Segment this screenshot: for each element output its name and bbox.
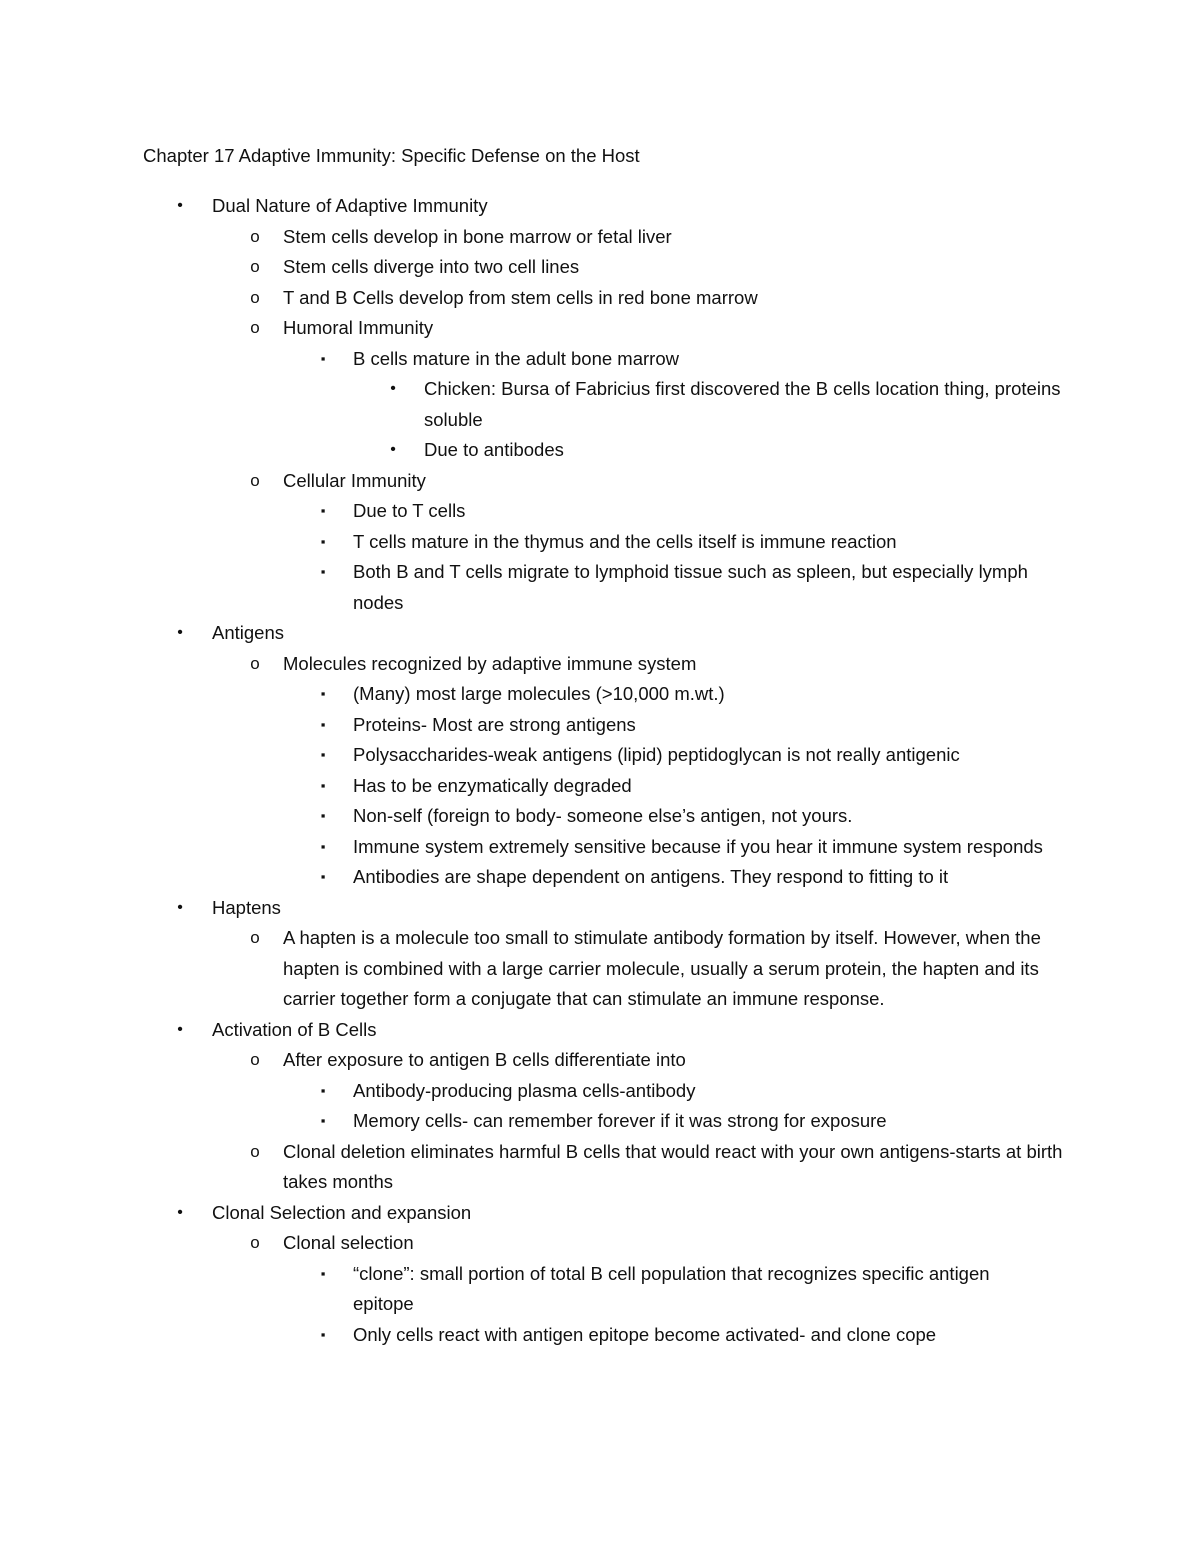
- outline-item-text: “clone”: small portion of total B cell population that recognizes specific antigen epitope: [353, 1262, 990, 1314]
- outline-item-level-1: [0, 283, 1200, 314]
- outline-item-text: Due to antibodes: [424, 439, 564, 460]
- bullet-marker: o: [250, 928, 260, 947]
- outline-item-level-2: [0, 801, 1200, 832]
- outline-item-text: Proteins- Most are strong antigens: [353, 713, 636, 735]
- outline-item-text: T cells mature in the thymus and the cells itself is immune reaction: [353, 530, 897, 552]
- outline-item-level-2: [0, 710, 1200, 741]
- outline-item-text: Both B and T cells migrate to lymphoid tissue such as spleen, but especially lymph nodes: [353, 561, 1028, 613]
- outline-item-text: Cellular Immunity: [283, 469, 426, 491]
- outline-item-level-2: [0, 344, 1200, 375]
- outline-item-text: Immune system extremely sensitive because if you hear it immune system responds: [353, 835, 1043, 857]
- outline-item-level-2: [0, 740, 1200, 771]
- outline-item-level-0: [0, 893, 1200, 924]
- bullet-marker: ▪: [320, 1082, 326, 1098]
- bullet-marker: o: [250, 470, 260, 490]
- outline-item-level-2: [0, 862, 1200, 893]
- outline-item-level-1: [0, 1137, 1200, 1198]
- outline-item-text: Clonal deletion eliminates harmful B cells that would react with your own antigens-starts at birth takes months: [283, 1140, 1063, 1192]
- outline-item-level-2: [0, 832, 1200, 863]
- outline-item-level-2: [0, 1320, 1200, 1351]
- outline-item-level-2: [0, 1259, 1200, 1320]
- outline-item-level-1: [0, 649, 1200, 680]
- bullet-marker: ▪: [320, 564, 326, 579]
- outline-item-level-1: [0, 252, 1200, 283]
- document-title: Chapter 17 Adaptive Immunity: Specific Defense on the Host: [143, 145, 640, 166]
- outline-item-level-0: [0, 191, 1200, 222]
- bullet-marker: ▪: [320, 686, 326, 701]
- outline-item-text: Antibody-producing plasma cells-antibody: [353, 1079, 696, 1101]
- bullet-marker: ▪: [320, 1265, 326, 1281]
- outline-item-text: Due to T cells: [353, 500, 466, 521]
- outline-item-level-0: [0, 618, 1200, 649]
- outline-item-level-3: [0, 374, 1200, 435]
- outline-item-level-2: [0, 496, 1200, 527]
- bullet-marker: •: [390, 380, 396, 397]
- outline-item-text: Has to be enzymatically degraded: [353, 774, 632, 796]
- bullet-marker: o: [250, 1050, 260, 1069]
- bullet-marker: o: [250, 257, 260, 276]
- outline-item-level-2: [0, 771, 1200, 802]
- outline-item-text: A hapten is a molecule too small to stimulate antibody formation by itself. However, when the hapten is combined with a large carrier molecule, usually a serum protein, the hapten and its carrier together form a conjugate that can stimulate an immune response.: [283, 927, 1041, 1009]
- outline-item-level-2: [0, 1106, 1200, 1137]
- outline-item-text: Only cells react with antigen epitope become activated- and clone cope: [353, 1323, 937, 1345]
- bullet-marker: •: [177, 1020, 183, 1038]
- bullet-marker: ▪: [320, 503, 326, 518]
- bullet-marker: ▪: [320, 777, 326, 793]
- outline-item-text: Chicken: Bursa of Fabricius first discovered the B cells location thing, proteins soluble: [424, 378, 1061, 430]
- outline-item-text: Stem cells diverge into two cell lines: [283, 256, 580, 277]
- outline-item-level-1: [0, 1228, 1200, 1259]
- outline-item-text: Antigens: [212, 622, 284, 643]
- bullet-marker: ▪: [320, 869, 326, 884]
- outline-item-text: Antibodies are shape dependent on antigens. They respond to fitting to it: [353, 866, 949, 887]
- bullet-marker: •: [390, 441, 396, 458]
- outline-item-text: B cells mature in the adult bone marrow: [353, 347, 679, 369]
- outline-item-level-1: [0, 313, 1200, 344]
- outline-item-level-0: [0, 1198, 1200, 1229]
- notes-outline: [0, 191, 1200, 1350]
- bullet-marker: ▪: [320, 350, 326, 366]
- outline-item-text: Haptens: [212, 896, 281, 918]
- outline-item-text: Activation of B Cells: [212, 1018, 377, 1040]
- outline-item-level-1: [0, 222, 1200, 253]
- outline-item-level-1: [0, 466, 1200, 497]
- bullet-marker: •: [177, 197, 183, 214]
- outline-item-level-3: [0, 435, 1200, 466]
- outline-item-text: (Many) most large molecules (>10,000 m.wt.): [353, 683, 725, 704]
- bullet-marker: o: [250, 1233, 260, 1252]
- bullet-marker: o: [250, 318, 260, 337]
- outline-item-text: T and B Cells develop from stem cells in red bone marrow: [283, 286, 758, 308]
- bullet-marker: o: [250, 287, 260, 307]
- outline-item-level-2: [0, 679, 1200, 710]
- bullet-marker: •: [177, 898, 183, 916]
- bullet-marker: ▪: [320, 533, 326, 549]
- outline-item-text: Humoral Immunity: [283, 317, 434, 338]
- outline-item-level-2: [0, 557, 1200, 618]
- outline-item-text: Polysaccharides-weak antigens (lipid) peptidoglycan is not really antigenic: [353, 744, 960, 765]
- outline-item-text: Memory cells- can remember forever if it was strong for exposure: [353, 1110, 887, 1131]
- bullet-marker: ▪: [320, 808, 326, 823]
- outline-item-text: Clonal selection: [283, 1232, 414, 1253]
- bullet-marker: ▪: [320, 838, 326, 854]
- bullet-marker: o: [250, 226, 260, 246]
- outline-item-text: Molecules recognized by adaptive immune system: [283, 652, 697, 674]
- bullet-marker: •: [177, 624, 183, 641]
- outline-item-level-1: [0, 1045, 1200, 1076]
- bullet-marker: o: [250, 1141, 260, 1161]
- outline-item-level-2: [0, 1076, 1200, 1107]
- bullet-marker: ▪: [320, 1326, 326, 1342]
- outline-item-text: Non-self (foreign to body- someone else’s antigen, not yours.: [353, 805, 853, 826]
- outline-item-text: After exposure to antigen B cells differentiate into: [283, 1049, 686, 1070]
- outline-item-text: Dual Nature of Adaptive Immunity: [212, 195, 488, 216]
- outline-item-text: Stem cells develop in bone marrow or fetal liver: [283, 225, 672, 247]
- outline-item-level-1: [0, 923, 1200, 1015]
- bullet-marker: ▪: [320, 747, 326, 762]
- bullet-marker: •: [177, 1203, 183, 1221]
- bullet-marker: ▪: [320, 716, 326, 732]
- outline-item-text: Clonal Selection and expansion: [212, 1201, 472, 1223]
- outline-item-level-0: [0, 1015, 1200, 1046]
- bullet-marker: ▪: [320, 1113, 326, 1128]
- bullet-marker: o: [250, 653, 260, 673]
- outline-item-level-2: [0, 527, 1200, 558]
